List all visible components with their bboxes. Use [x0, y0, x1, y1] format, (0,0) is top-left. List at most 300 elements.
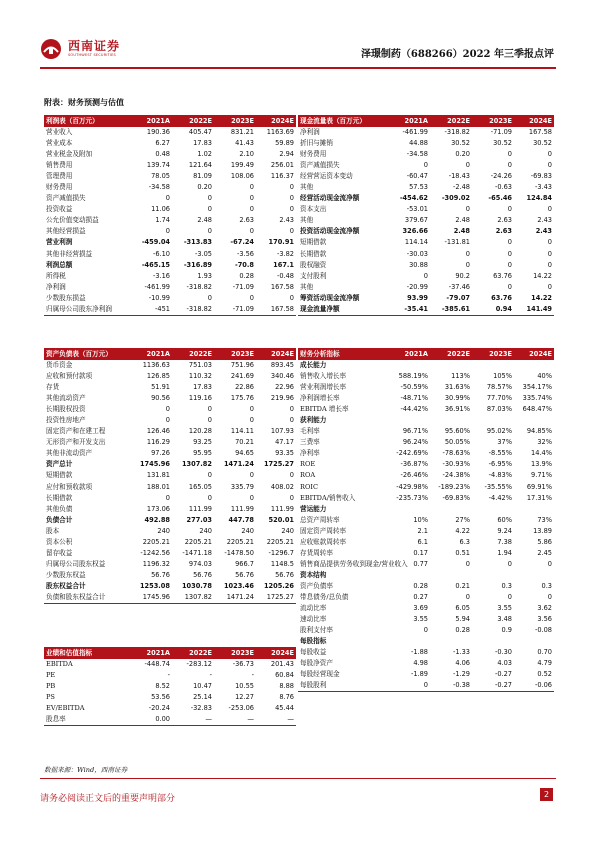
table-row [44, 470, 296, 481]
cell-value: 0 [207, 194, 212, 203]
cell-value: -451 [130, 304, 172, 316]
cell-value: 0.77 [413, 559, 428, 568]
cell-value: 22.96 [275, 383, 294, 392]
cell-value [430, 636, 472, 647]
cell-value: 0.27 [413, 593, 428, 601]
cell-value: 4.98 [413, 659, 428, 668]
row-label: 其他经营损益 [46, 227, 86, 236]
cell-value [388, 504, 430, 515]
page-number: 2 [540, 788, 553, 801]
table-row [298, 215, 554, 226]
cell-value [514, 504, 554, 515]
cell-value: 5.86 [537, 537, 552, 546]
table-row [44, 714, 296, 726]
row-label: 速动比率 [300, 615, 327, 624]
cell-value: 93.99 [407, 293, 428, 302]
row-label: EV/EBITDA [46, 704, 85, 713]
cell-value: 277.03 [186, 515, 212, 524]
cell-value: 0 [165, 416, 170, 425]
table-row [44, 559, 296, 570]
cell-value: 10% [413, 515, 428, 524]
row-label: PB [46, 682, 56, 691]
row-label: 每股净资产 [300, 659, 333, 668]
cell-value: -235.73% [396, 493, 428, 502]
cell-value: 2.63 [497, 216, 512, 225]
cell-value: 139.74 [146, 161, 170, 170]
cell-value: -429.98% [396, 482, 428, 491]
cell-value [430, 360, 472, 371]
table-row [298, 204, 554, 215]
cell-value: 966.7 [235, 559, 254, 568]
cell-value: -454.62 [399, 194, 428, 203]
row-label: 经营活动现金流净额 [300, 194, 360, 203]
cell-value: -0.06 [514, 680, 554, 692]
table-header-row [298, 348, 554, 360]
cell-value: -50.59% [400, 383, 428, 392]
cell-value: 588.19% [398, 372, 428, 381]
column-header: 2022E [430, 348, 472, 360]
row-label: 其他非流动资产 [46, 449, 93, 458]
cell-value: 0 [289, 194, 294, 203]
row-label: 折旧与摊销 [300, 139, 333, 148]
table-row [44, 703, 296, 714]
cell-value: 7.38 [497, 537, 512, 546]
cell-value: 53.56 [151, 693, 170, 702]
table-row [298, 459, 554, 470]
row-label: 归属母公司股东净利润 [44, 304, 130, 316]
cell-value: 6.05 [455, 604, 470, 613]
table-row [298, 669, 554, 680]
cell-value: -53.01 [406, 205, 428, 214]
cell-value: 0 [249, 493, 254, 502]
cell-value [388, 415, 430, 426]
cell-value: 4.03 [497, 659, 512, 668]
cell-value: 0 [423, 161, 428, 170]
cell-value: 3.62 [537, 604, 552, 613]
row-label: 其他负债 [46, 504, 73, 513]
table-row [298, 193, 554, 204]
column-header: 2022E [172, 647, 214, 659]
table-row [298, 171, 554, 182]
cell-value: 11.06 [151, 205, 170, 214]
row-label: 净利润 [46, 282, 66, 291]
cell-value: 1163.69 [266, 128, 294, 137]
cell-value: 190.36 [146, 128, 170, 137]
cell-value: -34.58 [406, 150, 428, 159]
row-label: 每股收益 [300, 648, 327, 657]
row-label: 财务费用 [300, 150, 327, 159]
cell-value: -0.48 [276, 271, 294, 280]
cell-value: 50.05% [444, 438, 470, 447]
cell-value: 13.9% [531, 460, 552, 469]
cell-value: 93.35 [275, 449, 294, 458]
cell-value: -78.63% [442, 449, 470, 458]
cell-value: 17.83 [193, 383, 212, 392]
cell-value: 0.00 [130, 714, 172, 726]
row-label: 少数股东损益 [46, 293, 86, 302]
row-label: 无形资产和开发支出 [46, 438, 106, 447]
table-row [44, 504, 296, 515]
cell-value: -461.99 [144, 282, 170, 291]
row-label: 应收账款周转率 [300, 537, 347, 546]
row-label: 投资性房地产 [46, 416, 86, 425]
cell-value: 2.48 [197, 216, 212, 225]
cell-value: 0 [547, 260, 552, 269]
table-row [44, 426, 296, 437]
cell-value: 87.03% [486, 405, 512, 414]
row-label: 流动比率 [300, 604, 327, 613]
cell-value: 1.74 [155, 216, 170, 225]
row-label: 资本公积 [46, 537, 73, 546]
cell-value: -318.82 [186, 282, 212, 291]
cell-value: 10.55 [235, 682, 254, 691]
table-row [44, 570, 296, 581]
cell-value: 1725.27 [256, 592, 296, 604]
row-label: 其他 [300, 183, 314, 192]
cell-value: 0 [207, 205, 212, 214]
cell-value: 2.63 [495, 227, 512, 236]
row-label: 资本支出 [300, 205, 327, 214]
cell-value: 111.99 [188, 504, 212, 513]
table-row [44, 138, 296, 149]
cell-value: 120.28 [188, 427, 212, 436]
cell-value: 90.56 [151, 394, 170, 403]
cell-value: -242.69% [396, 449, 428, 458]
cell-value: -69.83% [442, 493, 470, 502]
cell-value: -26.46% [400, 471, 428, 480]
cell-value: 4.22 [455, 526, 470, 535]
cell-value: 0 [207, 416, 212, 425]
cell-value: 256.01 [270, 161, 294, 170]
cell-value: 4.79 [537, 659, 552, 668]
cell-value: 0 [249, 405, 254, 414]
cell-value: 0 [289, 183, 294, 192]
cell-value: -44.42% [400, 405, 428, 414]
table-row [44, 360, 296, 371]
cell-value: 44.88 [409, 139, 428, 148]
cell-value: 17.31% [526, 493, 552, 502]
cell-value: 0.28 [455, 626, 470, 635]
table-row [44, 437, 296, 448]
cell-value: -71.09 [490, 128, 512, 137]
cell-value: 335.74% [522, 394, 552, 403]
cell-value: -465.15 [141, 260, 170, 269]
row-label: 每股股利 [298, 680, 388, 692]
table-row [298, 515, 554, 526]
cell-value: -131.81 [444, 238, 470, 247]
cell-value: -30.03 [406, 249, 428, 258]
cell-value: 94.65 [235, 449, 254, 458]
column-header: 2024E [514, 115, 554, 127]
row-label: 留存收益 [46, 548, 73, 557]
column-header: 2023E [472, 348, 514, 360]
cell-value [514, 415, 554, 426]
row-label: 公允价值变动损益 [46, 216, 99, 225]
cell-value: 3.56 [537, 615, 552, 624]
row-label: 筹资活动现金流净额 [300, 293, 360, 302]
cell-value: 240 [281, 526, 294, 535]
balance-sheet-table [44, 348, 296, 604]
table-row [44, 149, 296, 160]
table-row [44, 526, 296, 537]
cell-value: 90.2 [455, 271, 470, 280]
row-label: 三费率 [300, 438, 320, 447]
column-header: 2021A [130, 348, 172, 360]
cell-value: 0.21 [455, 581, 470, 590]
cell-value: 0 [465, 205, 470, 214]
cell-value: -3.16 [152, 271, 170, 280]
cell-value: -18.43 [448, 172, 470, 181]
cell-value: 124.84 [526, 194, 552, 203]
cell-value: 0 [207, 405, 212, 414]
cell-value: 2.43 [535, 227, 552, 236]
cell-value: 0 [507, 150, 512, 159]
header-divider [40, 67, 556, 69]
cell-value: 107.93 [270, 427, 294, 436]
cell-value: 0 [289, 405, 294, 414]
cell-value: 78.57% [486, 383, 512, 392]
table-row [44, 204, 296, 215]
cell-value: - [251, 671, 254, 680]
cell-value: 0.3 [541, 581, 552, 590]
cell-value: -1.33 [452, 648, 470, 657]
cell-value [430, 570, 472, 581]
cell-value: 0 [289, 227, 294, 236]
cell-value: 751.96 [230, 361, 254, 370]
table-row [298, 304, 554, 316]
cell-value: 240 [199, 526, 212, 535]
row-label: 销售收入增长率 [300, 372, 347, 381]
row-label: PE [46, 671, 56, 680]
table-row [44, 415, 296, 426]
table-row [298, 382, 554, 393]
cell-value: 111.99 [230, 504, 254, 513]
row-label: 其他流动资产 [46, 394, 86, 403]
cell-value [514, 570, 554, 581]
table-row [298, 493, 554, 504]
table-row [298, 680, 554, 692]
cell-value: 5.94 [455, 615, 470, 624]
cell-value: 0 [289, 493, 294, 502]
cell-value: 0 [249, 183, 254, 192]
cell-value: 241.69 [230, 372, 254, 381]
cell-value: 0 [547, 238, 552, 247]
cell-value: 45.44 [275, 704, 294, 713]
cell-value: -1.29 [452, 670, 470, 679]
cell-value: 0 [388, 680, 430, 692]
column-header: 2023E [214, 348, 256, 360]
cell-value: 8.52 [155, 682, 170, 691]
table-row [298, 404, 554, 415]
cell-value: 0 [249, 205, 254, 214]
cell-value: 354.17% [522, 383, 552, 392]
table-row [298, 182, 554, 193]
table-row [298, 614, 554, 625]
cell-value: 116.37 [270, 172, 294, 181]
cell-value: -309.02 [441, 194, 470, 203]
cell-value: 10.47 [193, 682, 212, 691]
cell-value: -65.46 [488, 194, 512, 203]
cell-value: 0 [249, 416, 254, 425]
cell-value: 2.63 [239, 216, 254, 225]
cell-value: 0.17 [413, 548, 428, 557]
table-row [298, 415, 554, 426]
column-header: 2021A [130, 115, 172, 127]
cell-value: 8.88 [279, 682, 294, 691]
cell-value: -0.27 [472, 680, 514, 692]
cell-value: - [167, 671, 170, 680]
cell-value: 167.58 [270, 282, 294, 291]
cell-value: 2.45 [537, 548, 552, 557]
row-label: 获利能力 [300, 416, 327, 425]
column-header: 2024E [256, 115, 296, 127]
cell-value: 201.43 [270, 660, 294, 669]
row-label: 销售商品提供劳务收到现金/营业收入 [300, 559, 408, 568]
cell-value: 41.43 [235, 139, 254, 148]
row-label: 资产减值损失 [300, 161, 340, 170]
cell-value: 1725.27 [263, 460, 294, 469]
row-label: 股利支付率 [300, 626, 333, 635]
cell-value: 1745.96 [139, 460, 170, 469]
table-row [298, 658, 554, 669]
row-label: 总资产周转率 [300, 515, 340, 524]
cell-value: 110.32 [188, 372, 212, 381]
cell-value: 2.48 [455, 216, 470, 225]
column-header: 2023E [214, 647, 256, 659]
row-label: 存货周转率 [300, 548, 333, 557]
cell-value: 0 [465, 249, 470, 258]
cell-value: 40% [537, 372, 552, 381]
row-label: 营业收入 [46, 128, 73, 137]
table-row [298, 581, 554, 592]
cell-value: -0.38 [430, 680, 472, 692]
row-label: 应收和预付款项 [46, 372, 93, 381]
cell-value: -1471.18 [182, 548, 212, 557]
cell-value: -1478.50 [224, 548, 254, 557]
cell-value: -20.99 [406, 282, 428, 291]
cell-value: 0 [507, 238, 512, 247]
row-label: 利润总额 [46, 260, 73, 269]
cell-value: -385.61 [430, 304, 472, 316]
cell-value: -36.87% [400, 460, 428, 469]
cell-value: 1.93 [197, 271, 212, 280]
table-row [44, 226, 296, 237]
cell-value: 2.43 [279, 216, 294, 225]
table-row [298, 548, 554, 559]
cell-value: 56.76 [151, 570, 170, 579]
cell-value: 116.29 [146, 438, 170, 447]
cell-value: -32.83 [190, 704, 212, 713]
page-header [0, 0, 596, 70]
cell-value: 1.02 [197, 150, 212, 159]
row-label: 投资活动现金流净额 [300, 227, 360, 236]
cell-value: 56.76 [235, 570, 254, 579]
cell-value: -1242.56 [140, 548, 170, 557]
cell-value: 6.3 [459, 537, 470, 546]
table-row [44, 193, 296, 204]
cell-value: 93.25 [193, 438, 212, 447]
table-row [44, 670, 296, 681]
table-row [44, 127, 296, 138]
row-label: ROA [300, 471, 316, 480]
table-row [298, 448, 554, 459]
table-row [298, 592, 554, 603]
cell-value: 2205.21 [226, 537, 254, 546]
table-row [298, 282, 554, 293]
cell-value: 2205.21 [266, 537, 294, 546]
cell-value: -318.82 [444, 128, 470, 137]
table-header-row [44, 647, 296, 659]
row-label: 长期借款 [300, 249, 327, 258]
row-label: 负债和股东权益合计 [44, 592, 130, 604]
column-header: 2022E [172, 348, 214, 360]
cell-value: 81.09 [193, 172, 212, 181]
cell-value: 0.94 [472, 304, 514, 316]
cell-value: 0 [465, 161, 470, 170]
column-header: 2022E [430, 115, 472, 127]
cell-value: 6.27 [155, 139, 170, 148]
cell-value: 167.1 [273, 260, 294, 269]
cell-value: -253.06 [228, 704, 254, 713]
cell-value: 1.94 [497, 548, 512, 557]
cell-value: 63.76 [491, 293, 512, 302]
row-label: 营业成本 [46, 139, 73, 148]
valuation-table [44, 647, 296, 726]
row-label: 股息率 [44, 714, 130, 726]
table-row [44, 271, 296, 282]
section-title: 附表：财务预测与估值 [44, 97, 124, 107]
cell-value: -35.41 [388, 304, 430, 316]
column-header: 2024E [256, 647, 296, 659]
cell-value: 3.55 [413, 615, 428, 624]
row-label: 股权融资 [300, 260, 327, 269]
cell-value: 108.06 [230, 172, 254, 181]
table-row [298, 237, 554, 248]
table-row [44, 215, 296, 226]
row-label: 支付股利 [300, 271, 327, 280]
cell-value: 77.70% [486, 394, 512, 403]
cell-value: 95.60% [444, 427, 470, 436]
cell-value: 408.02 [270, 482, 294, 491]
cell-value: 1745.96 [130, 592, 172, 604]
cell-value: -0.27 [494, 670, 512, 679]
cell-value: -35.55% [484, 482, 512, 491]
table-row [44, 371, 296, 382]
cell-value: 1471.24 [223, 460, 254, 469]
footer-disclaimer: 请务必阅读正文后的重要声明部分 [40, 794, 176, 804]
table-row [44, 448, 296, 459]
cell-value: 0.70 [537, 648, 552, 657]
cell-value: 893.45 [270, 361, 294, 370]
cell-value: 31.63% [444, 383, 470, 392]
cell-value: 113% [451, 372, 470, 381]
table-row [44, 382, 296, 393]
cell-value: 1030.78 [181, 581, 212, 590]
table-row [298, 249, 554, 260]
table-header-row [44, 115, 296, 127]
cell-value: 2205.21 [184, 537, 212, 546]
row-label: ROIC [300, 482, 319, 491]
cell-value: 114.11 [230, 427, 254, 436]
cell-value [430, 504, 472, 515]
cell-value: 1136.63 [142, 361, 170, 370]
cell-value: 0.3 [501, 581, 512, 590]
cell-value: 9.71% [531, 471, 552, 480]
table-row [298, 603, 554, 614]
cell-value: 0 [249, 293, 254, 302]
column-header: 2021A [130, 647, 172, 659]
cell-value: 1307.82 [172, 592, 214, 604]
